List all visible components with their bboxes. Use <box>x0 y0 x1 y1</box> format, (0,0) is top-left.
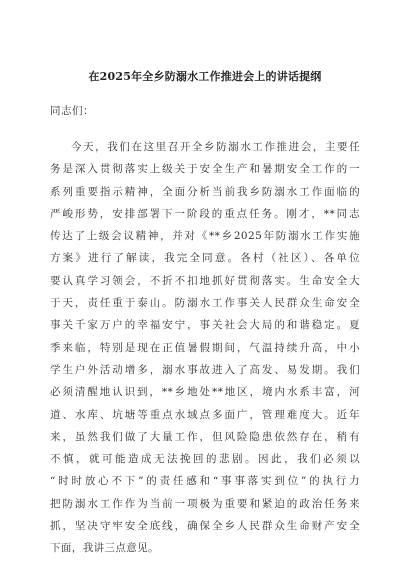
paragraph-line: 学生户外活动增多，溺水事故进入了高发、易发期。我们 <box>50 363 360 376</box>
paragraph-line: 来，虽然我们做了大量工作，但风险隐患依然存在，稍有 <box>50 430 360 443</box>
paragraph-line: “时时放心不下”的责任感和“事事落实到位”的执行力 <box>50 475 360 488</box>
paragraph-line: 系列重要指示精神，全面分析当前我乡防溺水工作面临的 <box>50 185 360 198</box>
paragraph-line: 传达了上级会议精神，并对《**乡2025年防溺水工作实施 <box>50 230 360 243</box>
paragraph-line: 把防溺水工作作为当前一项极为重要和紧迫的政治任务来 <box>50 497 360 510</box>
paragraph-line: 于天，责任重于泰山。防溺水工作事关人民群众生命安全 <box>50 297 360 310</box>
paragraph-line: 季来临，特别是现在正值暑假期间，气温持续升高，中小 <box>50 341 360 354</box>
paragraph-line: 务是深入贯彻落实上级关于安全生产和暑期安全工作的一 <box>50 163 360 176</box>
salutation: 同志们： <box>50 105 94 117</box>
document-title: 在2025年全乡防溺水工作推进会上的讲话提纲 <box>88 70 322 83</box>
paragraph-line: 道、水库、坑塘等重点水域点多面广，管理难度大。近年 <box>50 408 360 421</box>
paragraph-line: 今天，我们在这里召开全乡防溺水工作推进会，主要任 <box>71 141 360 153</box>
paragraph-line: 抓，坚决守牢安全底线，确保全乡人民群众生命财产安全 <box>50 520 360 533</box>
paragraph-line: 必须清醒地认识到，**乡地处**地区，境内水系丰富，河 <box>50 386 360 399</box>
paragraph-line: 事关千家万户的幸福安宁，事关社会大局的和谐稳定。夏 <box>50 319 360 332</box>
paragraph-line: 下面，我讲三点意见。 <box>50 542 159 555</box>
paragraph-line: 方案》进行了解读，我完全同意。各村（社区）、各单位 <box>50 252 360 265</box>
paragraph-line: 不慎，就可能造成无法挽回的悲剧。因此，我们必须以 <box>50 453 360 466</box>
paragraph-line: 严峻形势，安排部署下一阶段的重点任务。刚才，**同志 <box>50 207 360 220</box>
paragraph-line: 要认真学习领会，不折不扣地抓好贯彻落实。生命安全大 <box>50 274 360 287</box>
speech-paragraph <box>50 136 360 560</box>
